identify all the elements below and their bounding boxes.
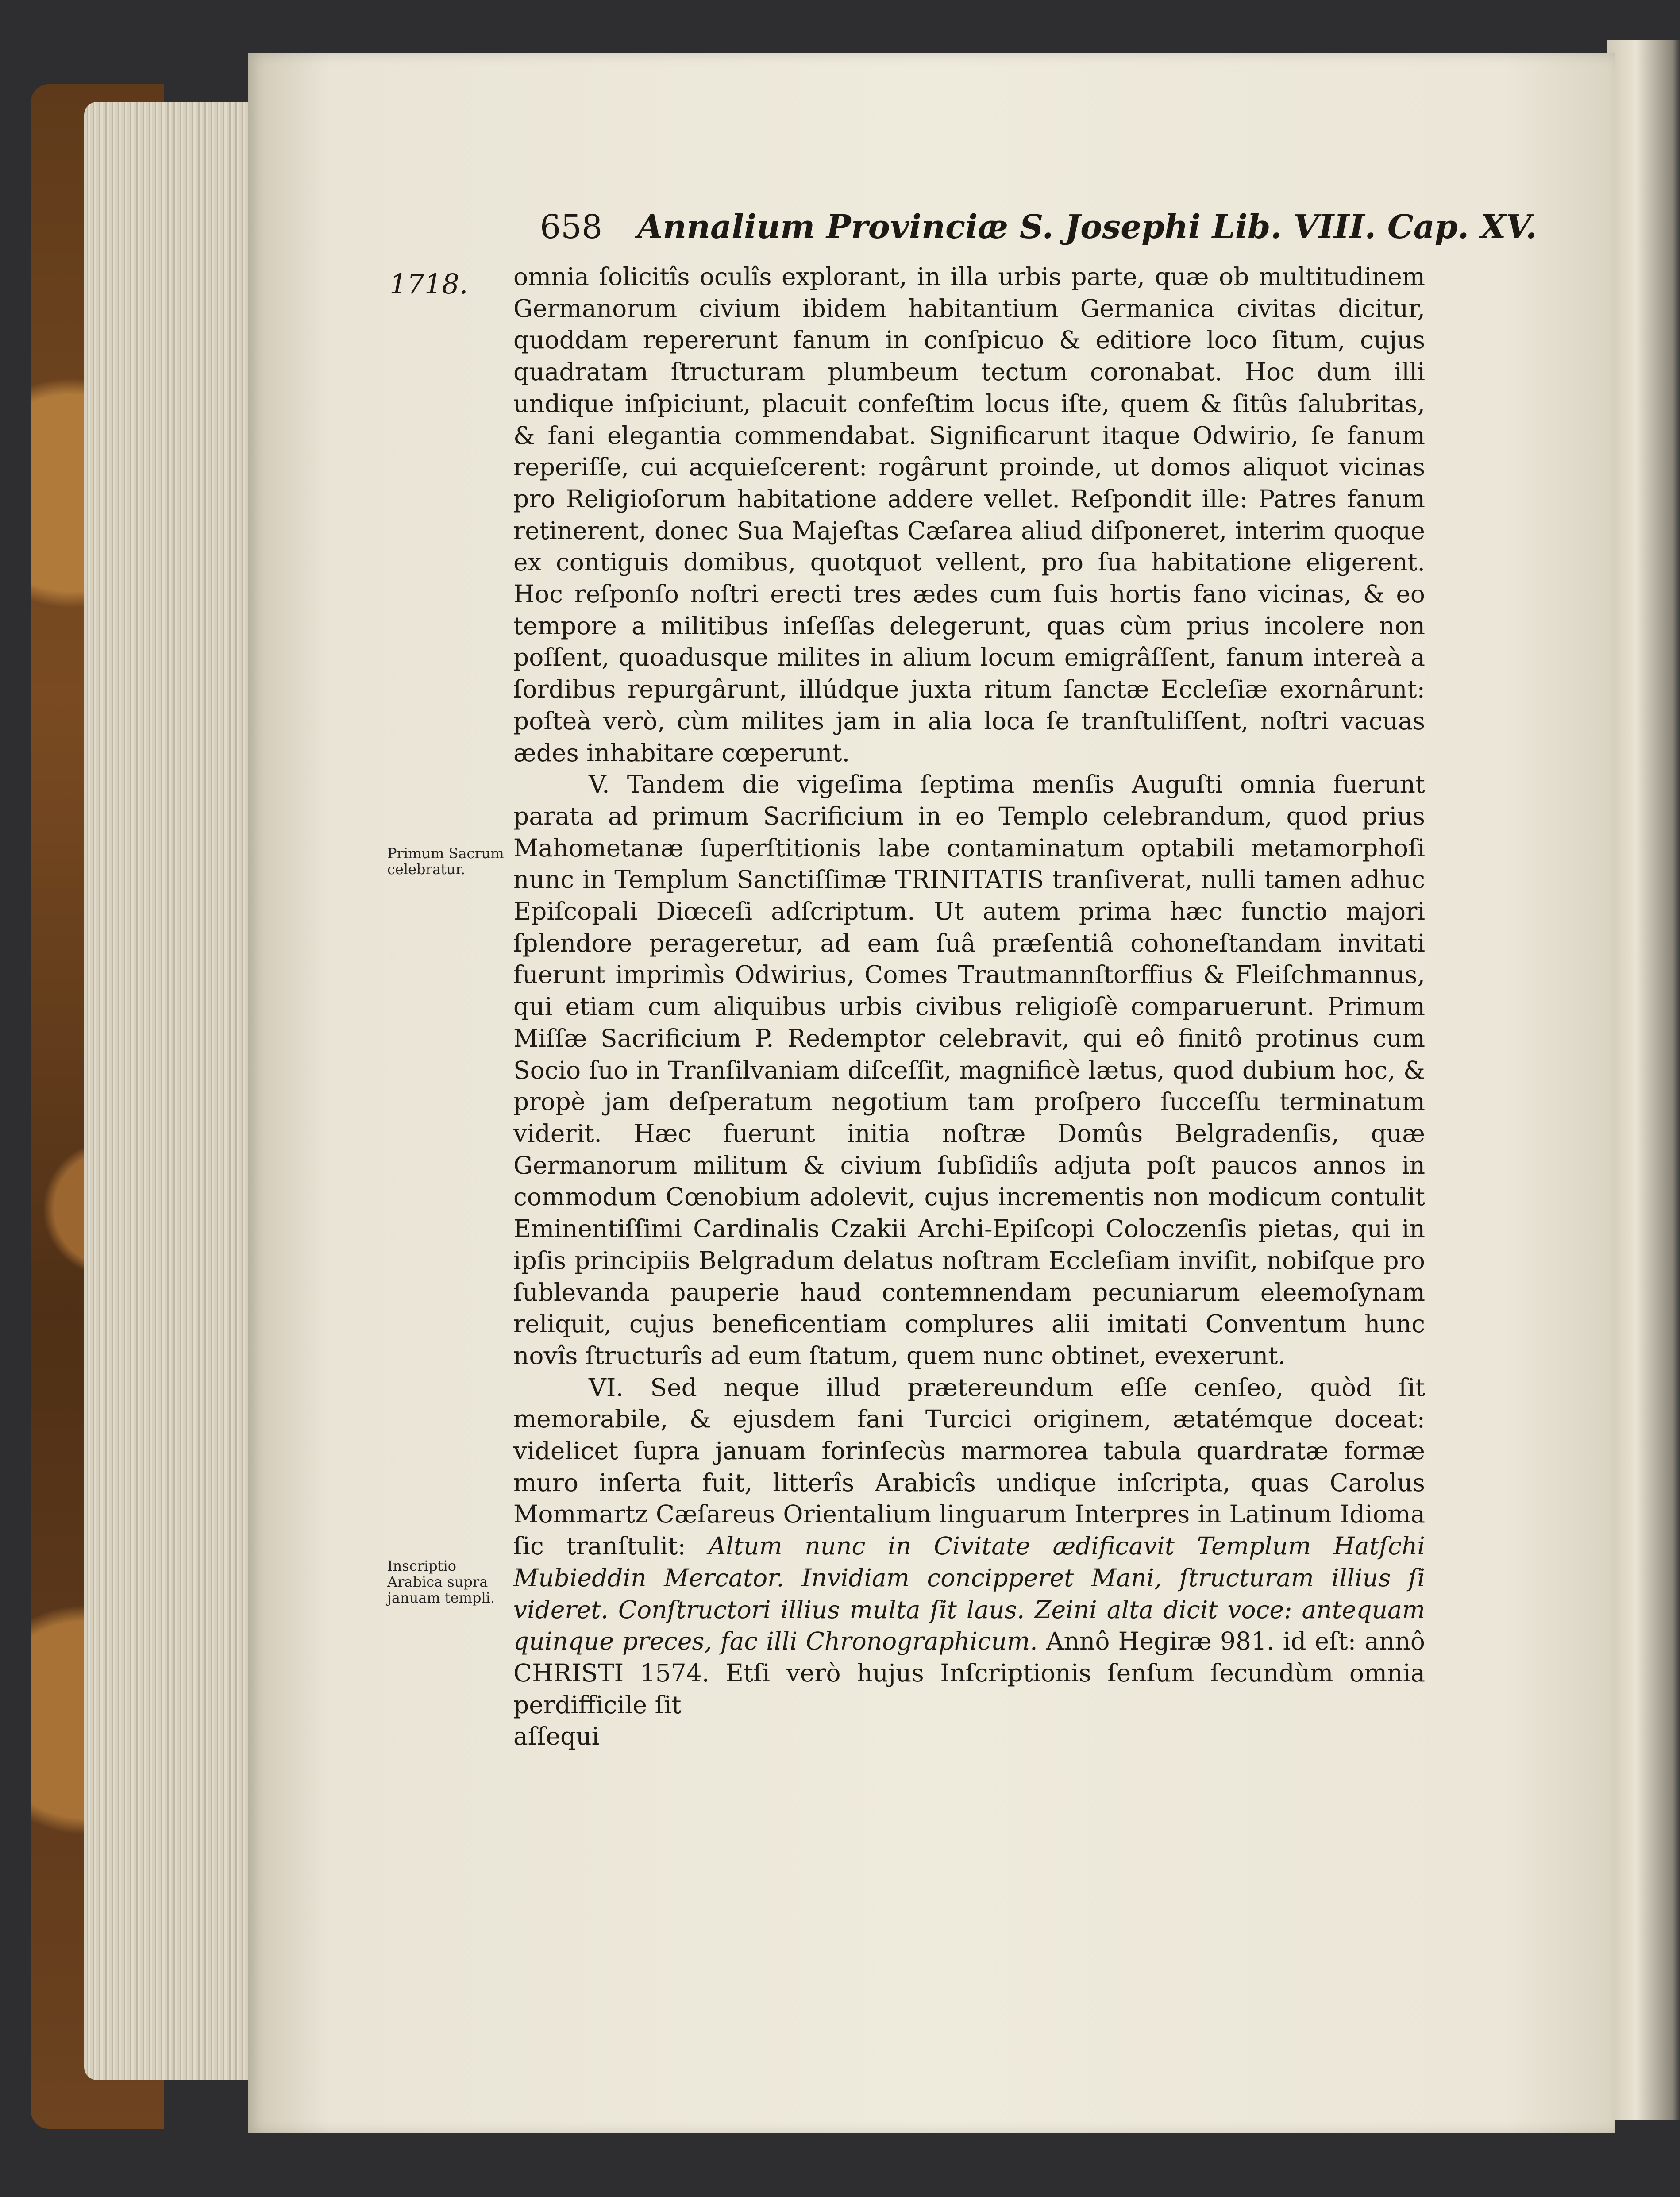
running-title: Annalium Provinciæ S. Josephi Lib. VIII. Cap. XV. [637, 208, 1537, 246]
paragraph-section-vi [513, 1372, 1425, 1721]
margin-note-inscriptio: Inscriptio Arabica supra januam templi. [387, 1557, 495, 1606]
margin-note-primum-sacrum: Primum Sacrum celebratur. [387, 845, 504, 878]
body-text [513, 261, 1425, 1753]
inscription-intro: VI. Sed neque illud prætereundum eſſe cenſeo, quòd ſit memorabile, & ejusdem fani Turcici originem, ætatémque doceat: videlicet ſupra januam forinſecùs marmorea tabula quardratæ formæ muro inſerta fuit, litterîs Arabicîs undique inſcripta, quas Carolus Mommartz Cæſareus Orientalium linguarum Interpres in Latinum Idioma ſic tranſtulit: [513, 1373, 1425, 1561]
facing-page-edge [1607, 40, 1680, 2120]
inscription-date: Annô Hegiræ 981. id eſt: annô CHRISTI 1574. Etſi verò hujus Inſcriptionis ſenſum ſecundùm omnia perdifficile ſit [513, 1627, 1426, 1719]
page-edges [84, 102, 270, 2080]
page-number: 658 [540, 208, 603, 246]
catchword: aſſequi [513, 1722, 600, 1751]
running-header [540, 208, 1537, 257]
inscription-translation: Altum nunc in Civitate ædificavit Templum Hatſchi Mubieddin Mercator. Invidiam concipperet Mani, ſtructuram illius ſi videret. Conſtructori illius multa ſit laus. Zeini alta dicit voce: antequam quinque preces, fac illi Chronographicum. [513, 1532, 1425, 1656]
paragraph-section-v: V. Tandem die vigeſima ſeptima menſis Auguſti omnia fuerunt parata ad primum Sacrificium in eo Templo celebrandum, quod prius Mahometanæ ſuperſtitionis labe contaminatum optabili metamorphoſi nunc in Templum Sanctiſſimæ TRINITATIS tranſiverat, nulli tamen adhuc Epiſcopali Diœceſi adſcriptum. Ut autem prima hæc functio majori ſplendore perageretur, ad eam ſuâ præſentiâ cohoneſtandam invitati fuerunt imprimìs Odwirius, Comes Trautmannſtorffius & Fleiſchmannus, qui etiam cum aliquibus urbis civibus religioſè comparuerunt. Primum Miſſæ Sacrificium P. Redemptor celebravit, qui eô finitô protinus cum Socio ſuo in Tranſilvaniam diſceſſit, magnificè lætus, quod dubium hoc, & propè jam deſperatum negotium tam proſpero ſucceſſu terminatum viderit. Hæc fuerunt initia noſtræ Domûs Belgradenſis, quæ Germanorum militum & civium ſubſidiîs adjuta poſt paucos annos in commodum Cœnobium adolevit, cujus incrementis non modicum contulit Eminentiſſimi Cardinalis Czakii Archi-Epiſcopi Coloczenſis pietas, qui in ipſis principiis Belgradum delatus noſtram Eccleſiam inviſit, nobiſque pro ſublevanda pauperie haud contemnendam pecuniarum eleemoſynam reliquit, cujus beneficentiam complures alii imitati Conventum hunc novîs ſtructurîs ad eum ſtatum, quem nunc obtinet, evexerunt. [513, 770, 1425, 1370]
paragraph-1: omnia ſolicitîs oculîs explorant, in illa urbis parte, quæ ob multitudinem Germanorum civium ibidem habitantium Germanica civitas dicitur, quoddam repererunt fanum in conſpicuo & editiore loco ſitum, cujus quadratam ſtructuram plumbeum tectum coronabat. Hoc dum illi undique inſpiciunt, placuit confeſtim locus iſte, quem & ſitûs ſalubritas, & fani elegantia commendabat. Significarunt itaque Odwirio, ſe fanum reperiſſe, cui acquieſcerent: rogârunt proinde, ut domos aliquot vicinas pro Religioſorum habitatione addere vellet. Reſpondit ille: Patres fanum retinerent, donec Sua Majeſtas Cæſarea aliud diſponeret, interim quoque ex contiguis domibus, quotquot vellent, pro ſua habitatione eligerent. Hoc reſponſo noſtri erecti tres ædes cum ſuis hortis fano vicinas, & eo tempore a militibus inſeſſas delegerunt, quas cùm prius incolere non poſſent, quoadusque milites in alium locum emigrâſſent, fanum intereà a ſordibus repurgârunt, illúdque juxta ritum ſanctæ Eccleſiæ exornârunt: poſteà verò, cùm milites jam in alia loca ſe tranſtuliſſent, noſtri vacuas ædes inhabitare cœperunt. [513, 262, 1425, 767]
year-marker: 1718. [389, 268, 468, 300]
